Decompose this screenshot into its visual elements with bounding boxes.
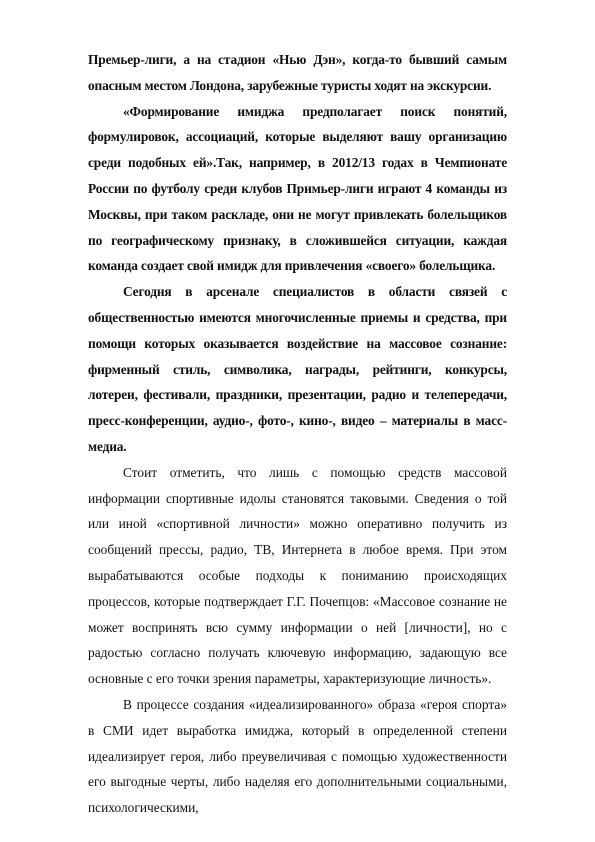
paragraph-3: Сегодня в арсенале специалистов в области связей с общественностью имеются многочисленные приемы и средства, при помощи которых оказывается воздействие на массовое сознание: фирменный стиль, символика, награды, рейтинги, конкурсы, лотереи, фестивали, праздники, презентации, радио и телепередачи, пресс-конференции, аудио-, фото-, кино-, видео – материалы в масс-медиа. bbox=[88, 284, 507, 454]
paragraph-4: Стоит отметить, что лишь с помощью средств массовой информации спортивные идолы становятся таковыми. Сведения о той или иной «спортивной личности» можно оперативно получить из сообщений прессы, радио, ТВ, Интернета в любое время. При этом вырабатываются особые подходы к пониманию происходящих процессов, которые подтверждает Г.Г. Почепцов: «Массовое сознание не может воспринять всю сумму информации о ней [личности], но с радостью согласно получать ключевую информацию, задающую все основные с его точки зрения параметры, характеризующие личность». bbox=[88, 464, 507, 687]
paragraph-1: Премьер-лиги, а на стадион «Нью Дэн», когда-то бывший самым опасным местом Лондона, зарубежные туристы ходят на экскурсии. bbox=[88, 52, 507, 93]
paragraph-2: «Формирование имиджа предполагает поиск понятий, формулировок, ассоциаций, которые выделяют вашу организацию среди подобных ей».Так, например, в 2012/13 годах в Чемпионате России по футболу среди клубов Примьер-лиги играют 4 команды из Москвы, при таком раскладе, они не могут привлекать болельщиков по географическому признаку, в сложившейся ситуации, каждая команда создает свой имидж для привлечения «своего» болельщика. bbox=[88, 103, 507, 274]
body-text bbox=[88, 47, 507, 821]
paragraph-5: В процессе создания «идеализированного» образа «героя спорта» в СМИ идет выработка имиджа, который в определенной степени идеализирует героя, либо преувеличивая с помощью художественности его выгодные черты, либо наделяя его дополнительными социальными, психологическими, bbox=[88, 696, 507, 816]
